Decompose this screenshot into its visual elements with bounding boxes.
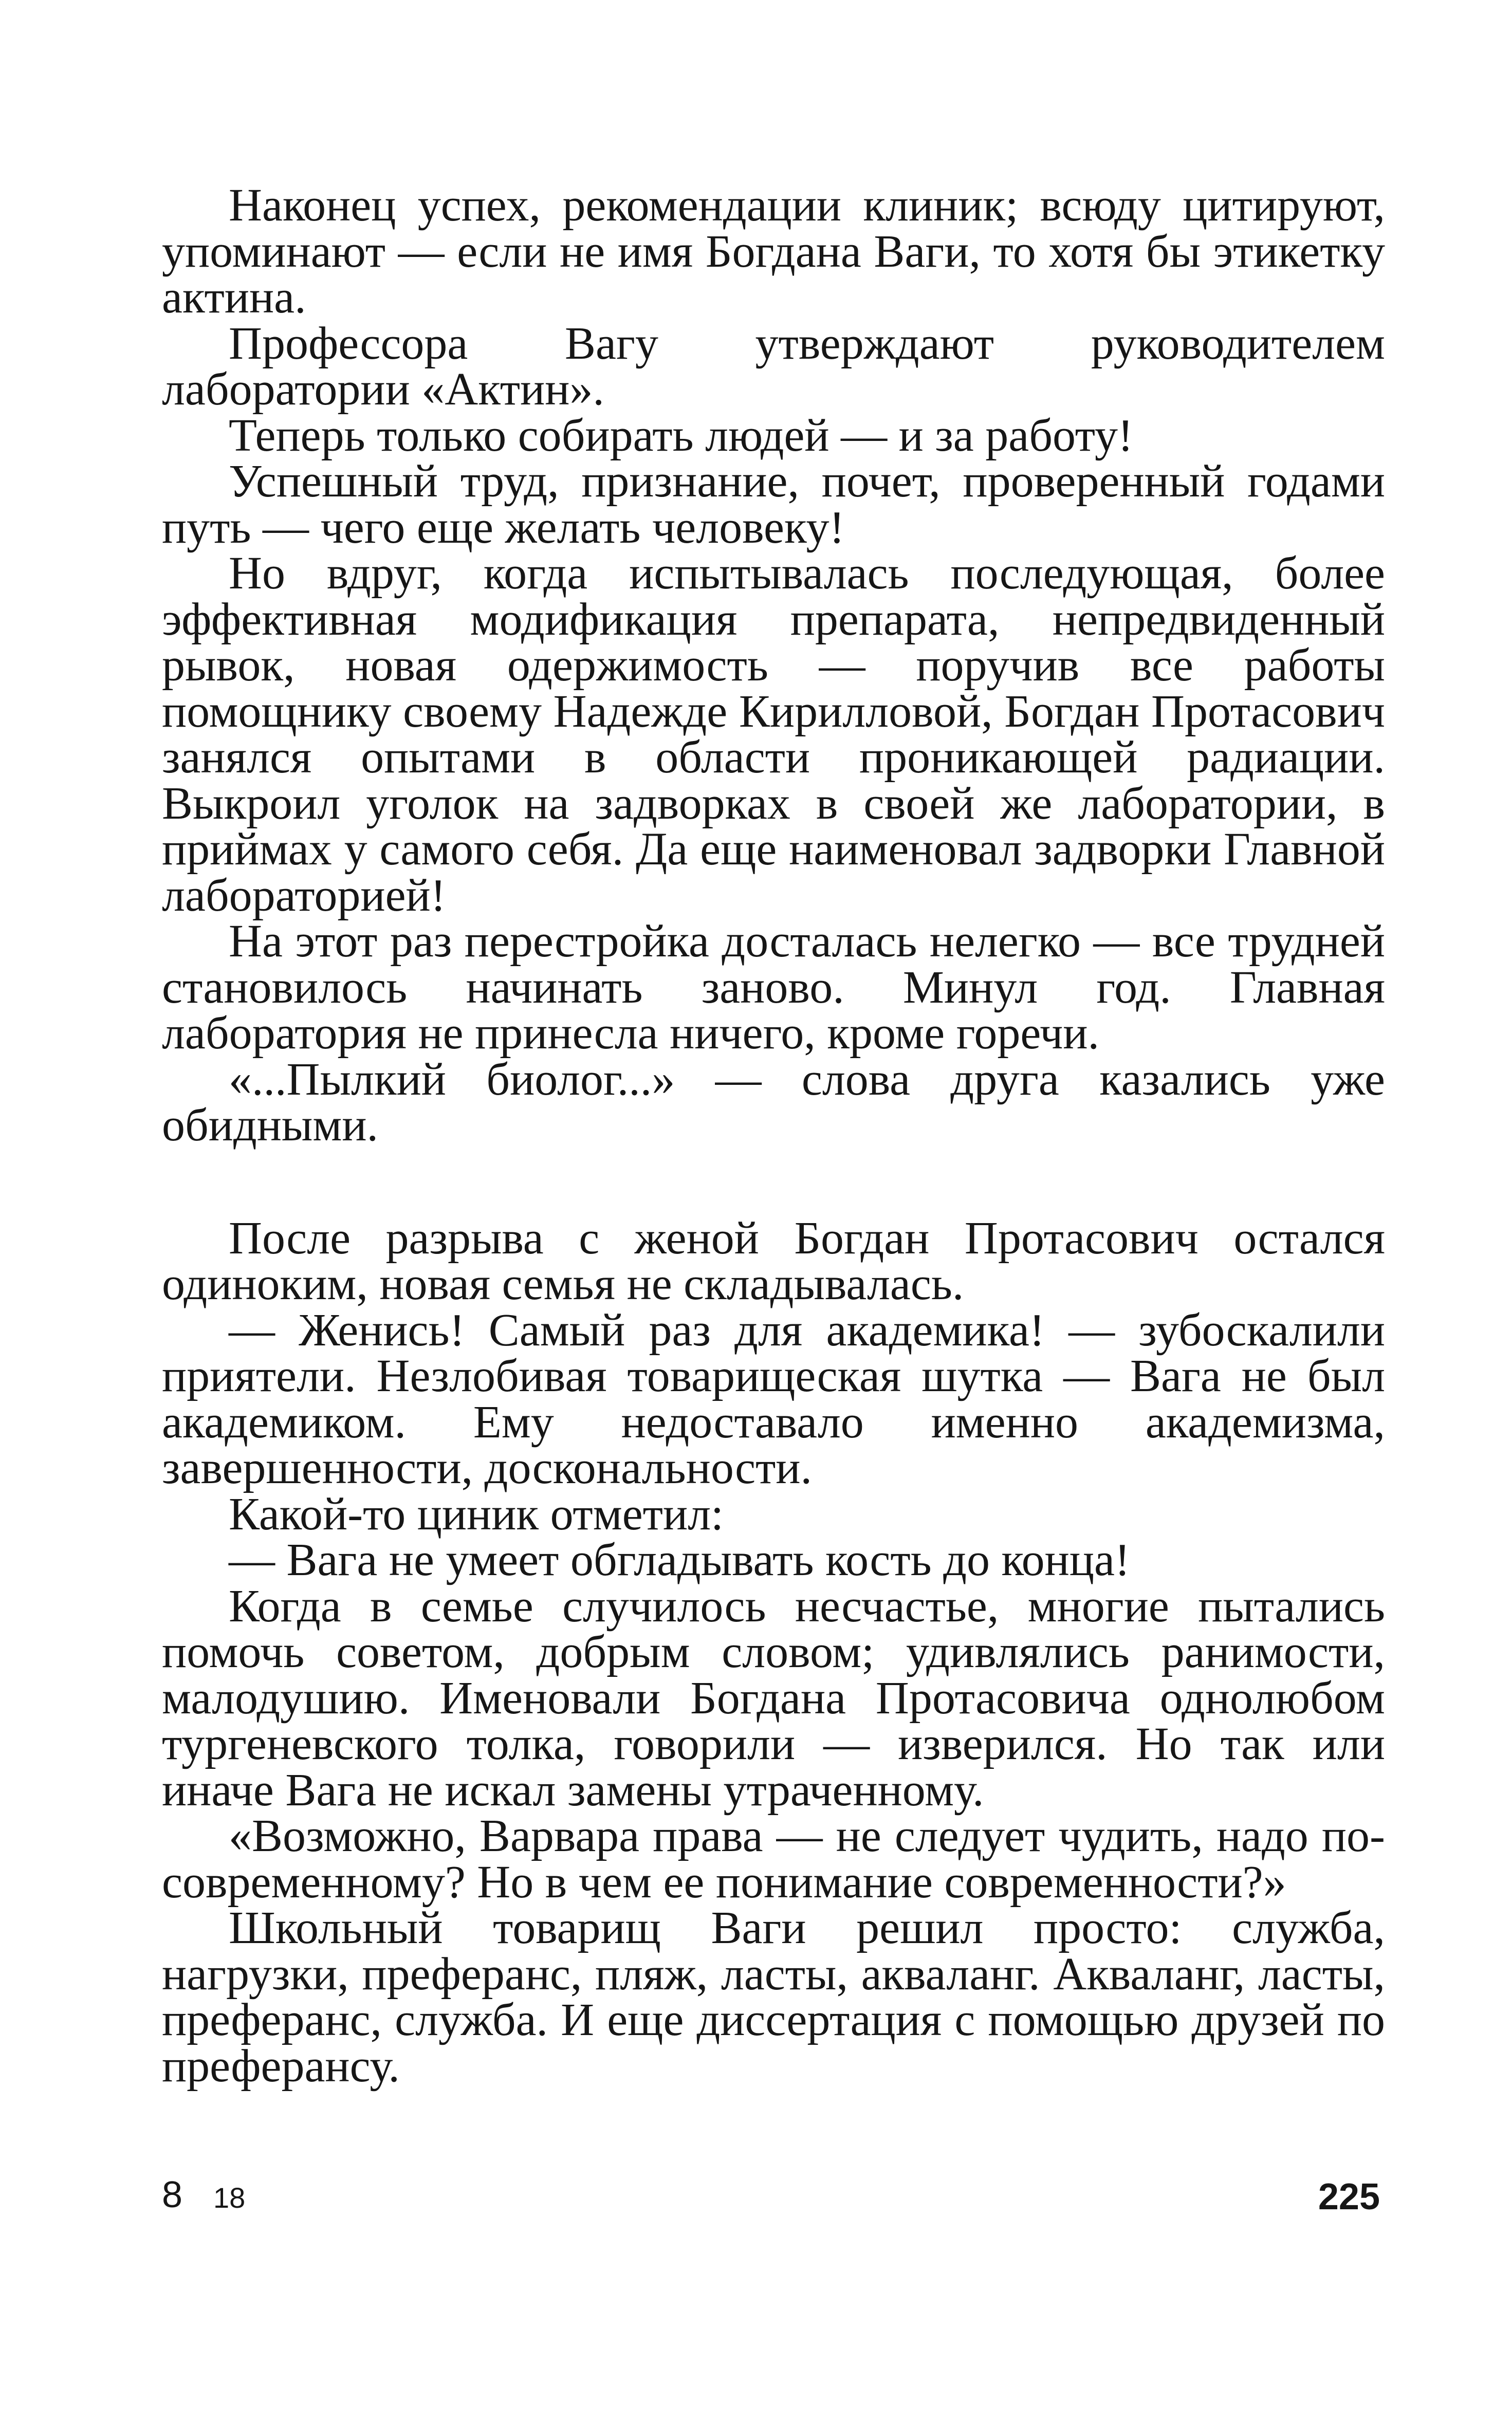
paragraph: Школьный товарищ Ваги решил просто: служба, нагрузки, преферанс, пляж, ласты, акваланг. Акваланг, ласты, преферанс, служба. И еще диссертация с помощью друзей по преферансу. [162, 1902, 1385, 2092]
page-number: 225 [1318, 2176, 1380, 2217]
text-section-1 [162, 182, 1385, 1149]
page-body [162, 180, 1385, 2092]
paragraph: На этот раз перестройка досталась нелегко — все трудней становилось начинать заново. Минул год. Главная лаборатория не принесла ничего, кроме горечи. [162, 916, 1385, 1059]
paragraph: — Женись! Самый раз для академика! — зубоскалили приятели. Незлобивая товарищеская шутка — Вага не был академиком. Ему недоставало именно академизма, завершенности, доскональности. [162, 1304, 1385, 1493]
paragraph: Какой-то циник отметил: [229, 1488, 724, 1540]
paragraph: Когда в семье случилось несчастье, многие пытались помочь советом, добрым словом; удивлялись ранимости, малодушию. Именовали Богдана Протасовича однолюбом тургеневского толка, говорили — изверился. Но так или иначе Вага не искал замены утраченному. [162, 1580, 1385, 1816]
paragraph: Наконец успех, рекомендации клиник; всюду цитируют, упоминают — если не имя Богдана Ваги, то хотя бы этикетку актина. [162, 180, 1385, 323]
signature-sheet-number: 18 [213, 2182, 246, 2214]
paragraph: «Возможно, Варвара права — не следует чудить, надо по-современному? Но в чем ее понимание современности?» [162, 1810, 1385, 1908]
paragraph: Успешный труд, признание, почет, проверенный годами путь — чего еще желать человеку! [162, 456, 1385, 553]
paragraph: — Вага не умеет обгладывать кость до конца! [229, 1535, 1130, 1585]
paragraph: Но вдруг, когда испытывалась последующая, более эффективная модификация препарата, непредвиденный рывок, новая одержимость — поручив все работы помощнику своему Надежде Кирилловой, Богдан Протасович занялся опытами в области проникающей радиации. Выкроил уголок на задворках в своей же лаборатории, в приймах у самого себя. Да еще наименовал задворки Главной лабораторией! [162, 548, 1385, 921]
page-footer [162, 2174, 1385, 2220]
paragraph: Профессора Вагу утверждают руководителем лаборатории «Актин». [162, 318, 1385, 415]
signature-mark: 8 [162, 2174, 183, 2215]
section-break [162, 1149, 1385, 1215]
text-section-2 [162, 1212, 1385, 2092]
paragraph: «...Пылкий биолог...» — слова друга казались уже обидными. [162, 1054, 1385, 1151]
paragraph: После разрыва с женой Богдан Протасович остался одиноким, новая семья не складывалась. [162, 1212, 1385, 1309]
paragraph: Теперь только собирать людей — и за работу! [229, 410, 1133, 461]
